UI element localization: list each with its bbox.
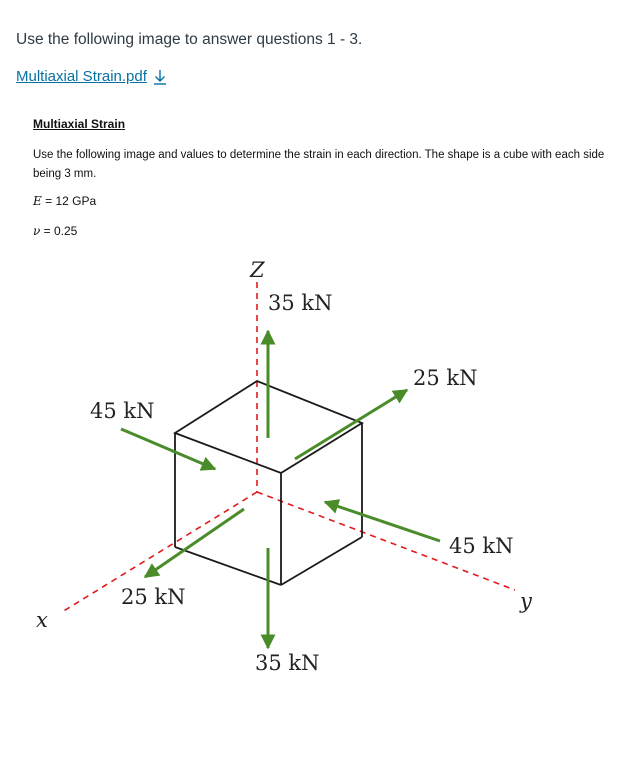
z-axis-label: Z xyxy=(250,258,265,282)
poisson-symbol: ν xyxy=(33,224,41,238)
x-force-left-label: 45 kN xyxy=(90,399,155,423)
x-force-right-label: 45 kN xyxy=(449,534,514,558)
y-force-bottom-label: 25 kN xyxy=(121,585,186,609)
modulus-value: = 12 GPa xyxy=(45,194,97,208)
y-axis-label: y xyxy=(520,589,532,613)
x-axis-label: x xyxy=(36,608,48,632)
document-title: Multiaxial Strain xyxy=(33,117,126,131)
z-force-bottom-label: 35 kN xyxy=(255,651,320,675)
document-description: Use the following image and values to determine the strain in each direction. The shape is a cube with each side being 3 mm. xyxy=(33,149,605,180)
attachment-name[interactable]: Multiaxial Strain.pdf xyxy=(16,68,147,85)
y-force-top-label: 25 kN xyxy=(413,366,478,390)
intro-text: Use the following image to answer questions 1 - 3. xyxy=(16,31,363,48)
z-force-top-label: 35 kN xyxy=(268,291,333,315)
poisson-value: = 0.25 xyxy=(43,224,78,238)
modulus-symbol: E xyxy=(33,194,42,208)
y-force-top-arrow xyxy=(295,390,407,459)
x-force-right-arrow xyxy=(325,502,440,541)
x-force-left-arrow xyxy=(121,429,215,469)
